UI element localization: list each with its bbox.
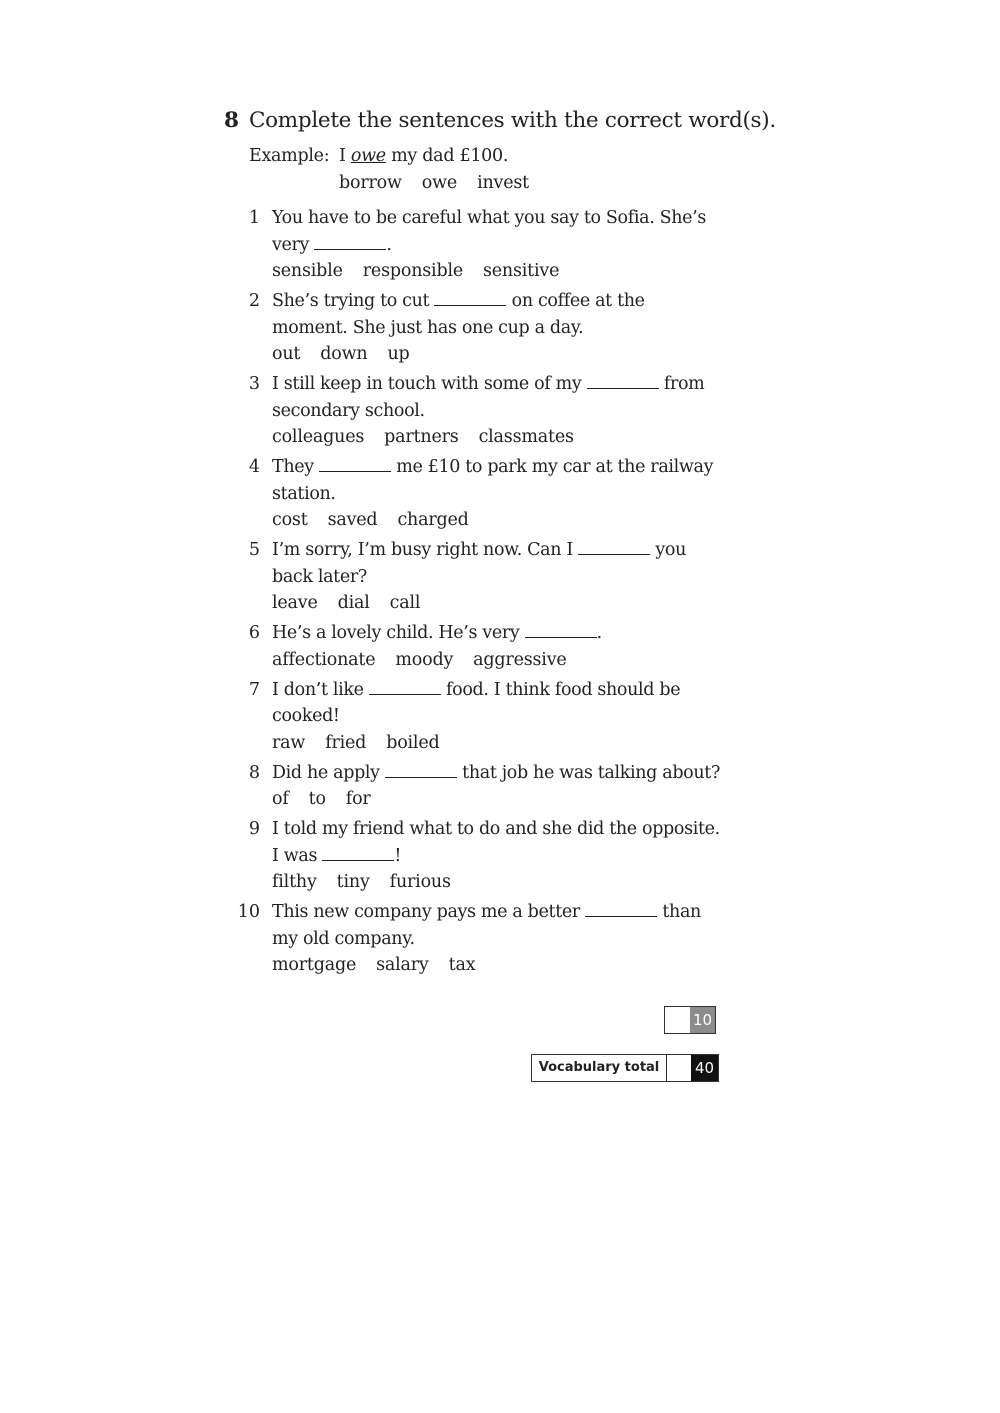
sentence-before: You have to be careful what you say to Sofia. She’s very [272,208,707,255]
question-sentence [272,899,722,952]
answer-blank[interactable] [525,620,597,638]
question-item [224,760,724,814]
option: saved [327,510,378,530]
sentence-before: I’m sorry, I’m busy right now. Can I [272,540,579,560]
option: sensible [272,261,343,281]
answer-blank[interactable] [434,288,506,306]
option: responsible [362,261,463,281]
total-input-cell[interactable] [667,1055,691,1081]
question-item [224,205,724,285]
example-options [339,170,724,197]
sentence-before: I still keep in touch with some of my [272,374,587,394]
example-answer: owe [350,146,386,166]
question-number: 6 [248,623,260,643]
vocabulary-total-label: Vocabulary total [532,1055,667,1081]
sentence-after: . [386,234,392,255]
sentence-before: She’s trying to cut [272,291,435,311]
option: owe [421,173,458,193]
question-item [224,677,724,757]
option: of [272,789,289,809]
option: affectionate [272,649,376,670]
sentence-before: I don’t like [272,679,369,700]
option: colleagues [272,427,365,447]
question-item [224,899,724,979]
example-label: Example: [249,146,330,166]
option: tiny [336,872,370,892]
question-sentence [272,205,722,258]
sentence-before: Did he apply [272,762,385,783]
exercise-number: 8 [224,108,239,133]
sentence-after: than my old company. [272,902,701,949]
question-item [224,816,724,896]
exercise [224,105,776,982]
score-max: 10 [690,1007,715,1033]
example-after: my dad £100. [385,146,509,166]
question-number: 2 [248,291,260,311]
question-sentence [272,620,722,647]
option: fried [325,732,367,753]
answer-blank[interactable] [587,371,659,389]
answer-options [272,258,724,285]
answer-blank[interactable] [322,843,394,861]
question-sentence [272,454,722,507]
answer-options [272,869,724,896]
question-sentence [272,537,722,590]
option: sensitive [483,261,560,281]
question-number: 8 [248,762,260,783]
option: call [389,593,421,613]
exercise-instruction: Complete the sentences with the correct word(s). [249,108,776,133]
total-max: 40 [691,1055,718,1081]
question-sentence [272,371,722,424]
option: furious [389,872,451,892]
option: tax [448,955,476,975]
answer-options [272,730,724,757]
answer-blank[interactable] [314,232,386,250]
answer-blank[interactable] [369,677,441,695]
option: filthy [272,872,317,892]
answer-blank[interactable] [385,760,457,778]
answer-blank[interactable] [578,537,650,555]
question-sentence [272,760,722,787]
sentence-after: from secondary school. [272,374,705,421]
question-number: 1 [248,208,260,228]
answer-options [272,786,724,813]
question-number: 4 [248,457,260,477]
option: borrow [339,173,402,193]
answer-options [272,424,724,451]
option: leave [272,593,318,613]
sentence-before: I told my friend what to do and she did the opposite. I was [272,819,720,866]
sentence-before: He’s a lovely child. He’s very [272,623,525,643]
option: to [308,789,326,809]
question-item [224,537,724,617]
option: for [345,789,371,809]
exercise-heading [224,105,776,137]
question-item [224,620,724,674]
answer-options [272,647,724,674]
question-sentence [272,816,722,869]
option: dial [337,593,370,613]
option: charged [397,510,469,530]
answer-blank[interactable] [319,454,391,472]
answer-options [272,507,724,534]
question-number: 7 [248,679,260,700]
option: up [387,344,410,364]
question-item [224,454,724,534]
sentence-after: you back later? [272,540,687,587]
sentence-after: ! [394,845,402,866]
option: boiled [386,732,440,753]
answer-options [272,952,724,979]
question-sentence [272,677,722,730]
sentence-after: food. I think food should be cooked! [272,679,681,726]
answer-options [272,590,724,617]
answer-options [272,341,724,368]
option: moody [395,649,454,670]
sentence-before: This new company pays me a better [272,902,586,922]
question-item [224,371,724,451]
option: partners [384,427,459,447]
option: cost [272,510,308,530]
sentence-after: that job he was talking about? [456,762,720,783]
question-number: 9 [248,819,260,839]
option: mortgage [272,955,357,975]
question-list [224,205,724,979]
section-score-box [664,1006,716,1034]
option: invest [477,173,530,193]
answer-blank[interactable] [585,899,657,917]
question-sentence [272,288,722,341]
sentence-after: . [596,623,602,643]
question-item [224,288,724,368]
question-number: 10 [237,902,260,922]
option: raw [272,732,306,753]
sentence-after: me £10 to park my car at the railway station. [272,457,714,504]
sentence-before: They [272,457,319,477]
vocabulary-total-box [531,1054,719,1082]
example [249,143,724,197]
sentence-after: on coffee at the moment. She just has one cup a day. [272,291,645,338]
score-input-cell[interactable] [665,1007,690,1033]
option: salary [376,955,429,975]
question-number: 3 [248,374,260,394]
question-number: 5 [248,540,260,560]
option: down [320,344,368,364]
option: out [272,344,301,364]
option: classmates [478,427,574,447]
example-before: I [339,146,351,166]
option: aggressive [473,649,567,670]
